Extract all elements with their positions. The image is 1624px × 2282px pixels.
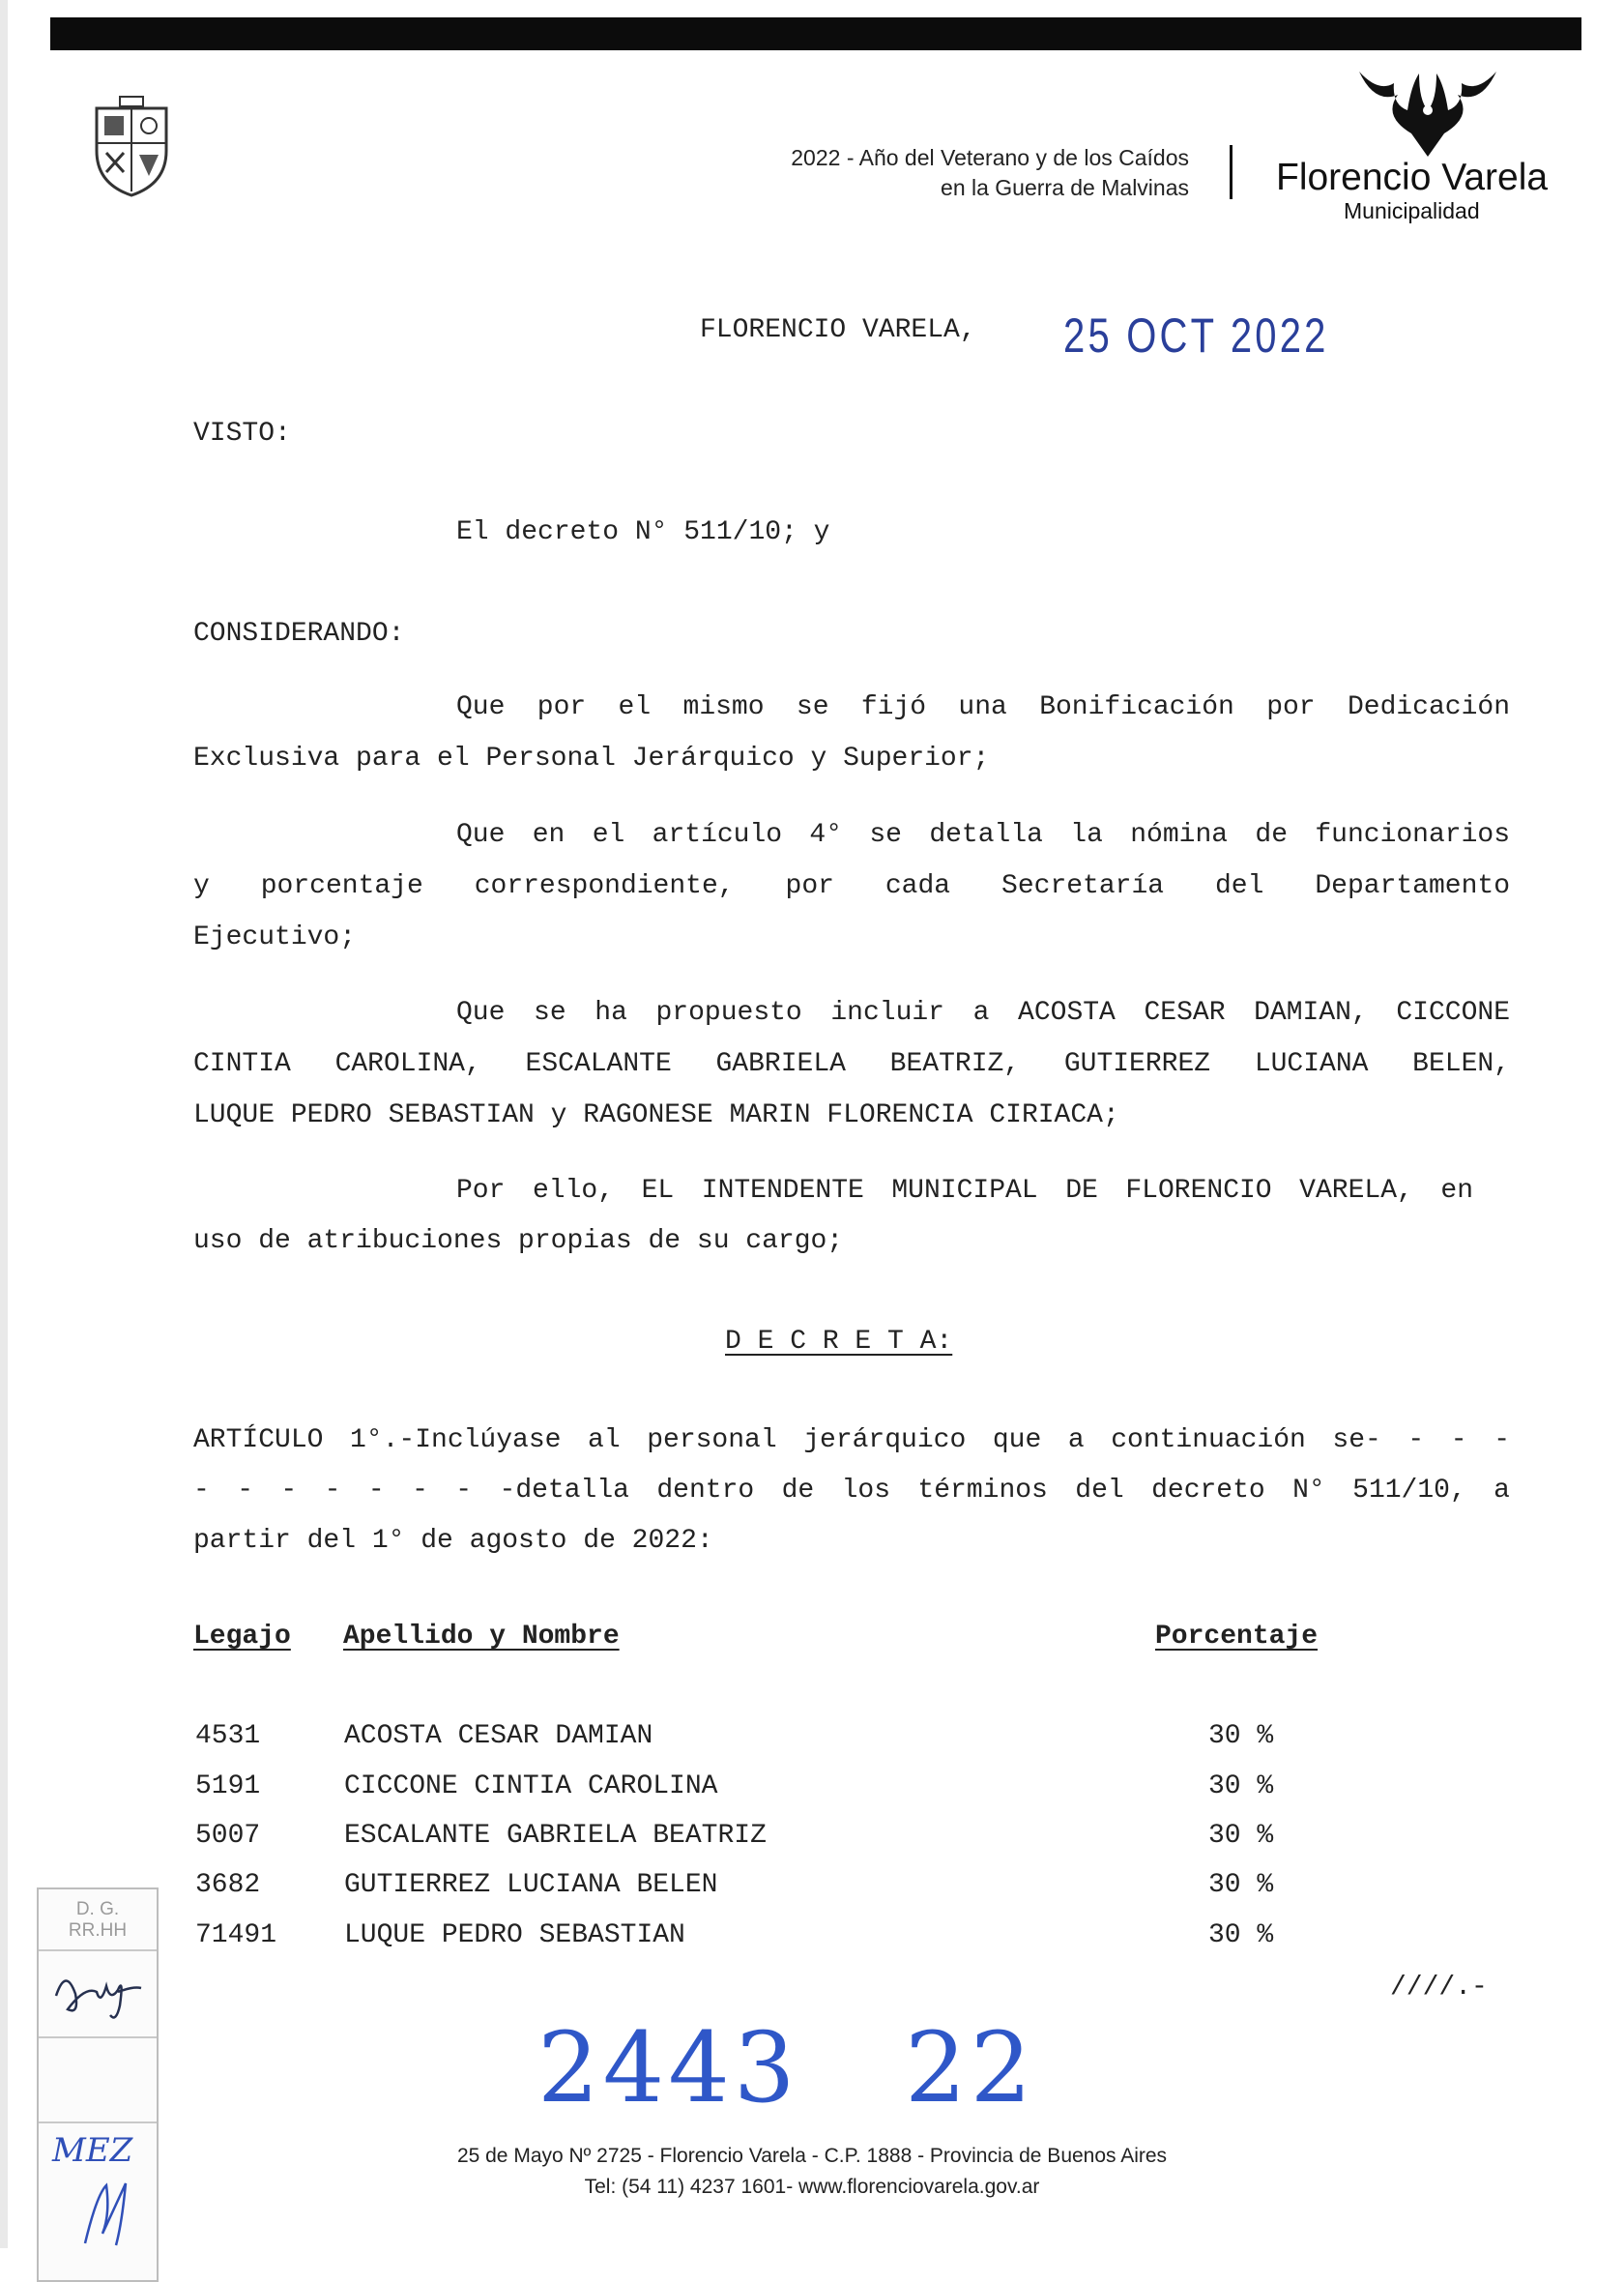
column-header-porcentaje: Porcentaje [1155, 1622, 1319, 1652]
logo-name: Florencio Varela [1276, 157, 1549, 198]
articulo1-line3: partir del 1° de agosto de 2022: [193, 1526, 713, 1556]
scan-top-bar [50, 17, 1581, 50]
decree-number-stamp: 2443 [537, 2011, 799, 2124]
decreta-heading: D E C R E T A: [725, 1327, 953, 1357]
table-row [0, 1870, 1624, 1909]
stamp-line-1: D. G. [75, 1899, 120, 1919]
nombre-cell: ESCALANTE GABRIELA BEATRIZ [344, 1821, 767, 1851]
considerando-p1-line1: Que por el mismo se fijó una Bonificación por Dedicación [456, 692, 1510, 722]
table-row [0, 1771, 1624, 1810]
footer-contact: Tel: (54 11) 4237 1601- www.florenciovarela.gov.ar [584, 2176, 1040, 2198]
column-header-nombre: Apellido y Nombre [343, 1622, 620, 1652]
table-row [0, 1920, 1624, 1959]
porcentaje-cell: 30 % [1208, 1721, 1274, 1751]
legajo-cell: 71491 [195, 1920, 277, 1950]
considerando-p2-line2: y porcentaje correspondiente, por cada Secretaría del Departamento [193, 871, 1510, 901]
porcentaje-cell: 30 % [1208, 1870, 1274, 1900]
visto-text: El decreto N° 511/10; y [456, 517, 830, 547]
articulo1-line2: - - - - - - - -detalla dentro de los términos del decreto N° 511/10, a [193, 1476, 1510, 1506]
stamp-line-2: RR.HH [68, 1920, 128, 1941]
signature-initials [46, 1957, 149, 2025]
considerando-p3-line1: Que se ha propuesto incluir a ACOSTA CESAR DAMIAN, CICCONE [456, 998, 1510, 1028]
header-divider [1230, 145, 1232, 199]
visto-label: VISTO: [193, 419, 291, 449]
nombre-cell: GUTIERREZ LUCIANA BELEN [344, 1870, 718, 1900]
table-row [0, 1821, 1624, 1859]
place-name: FLORENCIO VARELA, [700, 315, 976, 345]
legajo-cell: 5007 [195, 1821, 261, 1851]
footer-address: 25 de Mayo Nº 2725 - Florencio Varela - C.P. 1888 - Provincia de Buenos Aires [456, 2145, 1168, 2167]
legajo-cell: 5191 [195, 1771, 261, 1801]
rrhh-stamp-box [37, 1887, 159, 2282]
considerando-p3-line3: LUQUE PEDRO SEBASTIAN y RAGONESE MARIN FLORENCIA CIRIACA; [193, 1100, 1119, 1130]
considerando-p1-line2: Exclusiva para el Personal Jerárquico y Superior; [193, 744, 990, 774]
column-header-legajo: Legajo [193, 1622, 291, 1652]
date-stamp: 25 OCT 2022 [1063, 308, 1329, 363]
slogan-line-1: 2022 - Año del Veterano y de los Caídos [791, 145, 1189, 170]
florencio-varela-logo-icon [1355, 66, 1500, 161]
considerando-label: CONSIDERANDO: [193, 619, 405, 649]
considerando-p2-line1: Que en el artículo 4° se detalla la nómina de funcionarios [456, 820, 1510, 850]
scan-edge-shadow [0, 0, 8, 2248]
porcentaje-cell: 30 % [1208, 1771, 1274, 1801]
porcentaje-cell: 30 % [1208, 1821, 1274, 1851]
nombre-cell: LUQUE PEDRO SEBASTIAN [344, 1920, 685, 1950]
handwritten-initials: MEZ [52, 2131, 133, 2170]
commemorative-slogan [677, 143, 1189, 203]
signature-mark [77, 2176, 135, 2253]
coat-of-arms-icon [91, 95, 172, 199]
continuation-mark: ////.- [1390, 1973, 1488, 2003]
considerando-p3-line2: CINTIA CAROLINA, ESCALANTE GABRIELA BEATRIZ, GUTIERREZ LUCIANA BELEN, [193, 1049, 1510, 1079]
logo-subtitle: Municipalidad [1344, 198, 1480, 223]
nombre-cell: ACOSTA CESAR DAMIAN [344, 1721, 653, 1751]
articulo1-line1: ARTÍCULO 1°.-Inclúyase al personal jerárquico que a continuación se- - - - [193, 1425, 1510, 1455]
slogan-line-2: en la Guerra de Malvinas [941, 175, 1189, 200]
table-row [0, 1721, 1624, 1760]
considerando-p4-line2: uso de atribuciones propias de su cargo; [193, 1226, 844, 1256]
legajo-cell: 4531 [195, 1721, 261, 1751]
nombre-cell: CICCONE CINTIA CAROLINA [344, 1771, 718, 1801]
considerando-p4-line1: Por ello, EL INTENDENTE MUNICIPAL DE FLORENCIO VARELA, en [456, 1176, 1473, 1206]
considerando-p2-line3: Ejecutivo; [193, 922, 357, 952]
legajo-cell: 3682 [195, 1870, 261, 1900]
porcentaje-cell: 30 % [1208, 1920, 1274, 1950]
decree-year-stamp: 22 [905, 2011, 1036, 2124]
